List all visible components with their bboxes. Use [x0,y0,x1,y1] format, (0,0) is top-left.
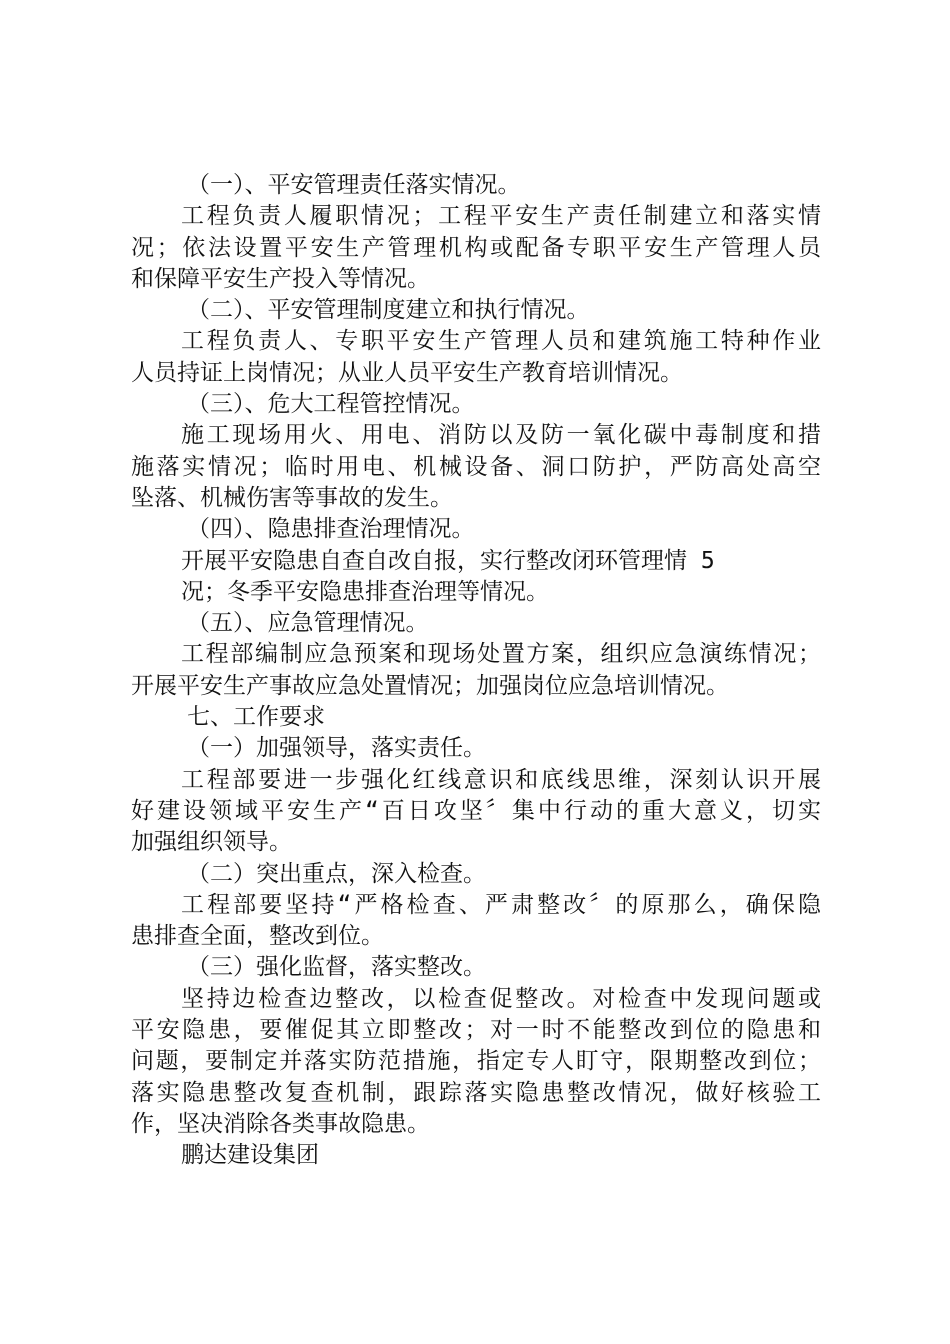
paragraph-line: 人员持证上岗情况；从业人员平安生产教育培训情况。 [131,359,683,386]
paragraph-line: 工程部要进一步强化红线意识和底线思维，深刻认识开展 [181,766,821,793]
section-heading-3: （三）、危大工程管控情况。 [187,391,475,418]
paragraph-line: 落实隐患整改复查机制，跟踪落实隐患整改情况，做好核验工 [131,1079,821,1106]
paragraph-line: 开展平安生产事故应急处置情况；加强岗位应急培训情况。 [131,672,729,699]
paragraph-line: 工程负责人、专职平安生产管理人员和建筑施工特种作业 [181,328,821,355]
paragraph-line: 施落实情况；临时用电、机械设备、洞口防护，严防高处高空 [131,453,821,480]
section-heading-5: （五）、应急管理情况。 [187,610,429,637]
paragraph-line: 患排查全面，整改到位。 [131,923,384,950]
document-body [131,170,821,1172]
paragraph-line: 作，坚决消除各类事故隐患。 [131,1110,430,1137]
paragraph-line: 开展平安隐患自查自改自报，实行整改闭环管理情 5 [181,547,715,574]
requirement-heading-3: （三）强化监督，落实整改。 [187,954,486,981]
paragraph-line: 工程部编制应急预案和现场处置方案，组织应急演练情况； [181,641,821,668]
requirement-heading-1: （一）加强领导，落实责任。 [187,735,486,762]
paragraph-line: 坚持边检查边整改，以检查促整改。对检查中发现问题或 [181,985,821,1012]
paragraph-line: 问题，要制定并落实防范措施，指定专人盯守，限期整改到位； [131,1048,821,1075]
paragraph-line: 坠落、机械伤害等事故的发生。 [131,484,453,511]
signature-organization: 鹏达建设集团 [181,1142,319,1169]
paragraph-line: 工程负责人履职情况；工程平安生产责任制建立和落实情 [181,203,821,230]
chapter-heading: 七、工作要求 [187,704,325,731]
requirement-heading-2: （二）突出重点，深入检查。 [187,860,486,887]
paragraph-line: 施工现场用火、用电、消防以及防一氧化碳中毒制度和措 [181,422,821,449]
section-heading-2: （二）、平安管理制度建立和执行情况。 [187,297,590,324]
paragraph-line: 和保障平安生产投入等情况。 [131,265,430,292]
paragraph-line: 况；冬季平安隐患排查治理等情况。 [181,578,549,605]
paragraph-line: 工程部要坚持“严格检查、严肃整改〞的原那么，确保隐 [181,891,821,918]
paragraph-line: 加强组织领导。 [131,829,292,856]
section-heading-1: （一）、平安管理责任落实情况。 [187,172,521,198]
paragraph-line: 好建设领域平安生产“百日攻坚〞集中行动的重大意义，切实 [131,797,821,824]
section-heading-4: （四）、隐患排查治理情况。 [187,516,475,543]
paragraph-line: 况；依法设置平安生产管理机构或配备专职平安生产管理人员 [131,234,821,261]
paragraph-line: 平安隐患，要催促其立即整改；对一时不能整改到位的隐患和 [131,1017,821,1044]
